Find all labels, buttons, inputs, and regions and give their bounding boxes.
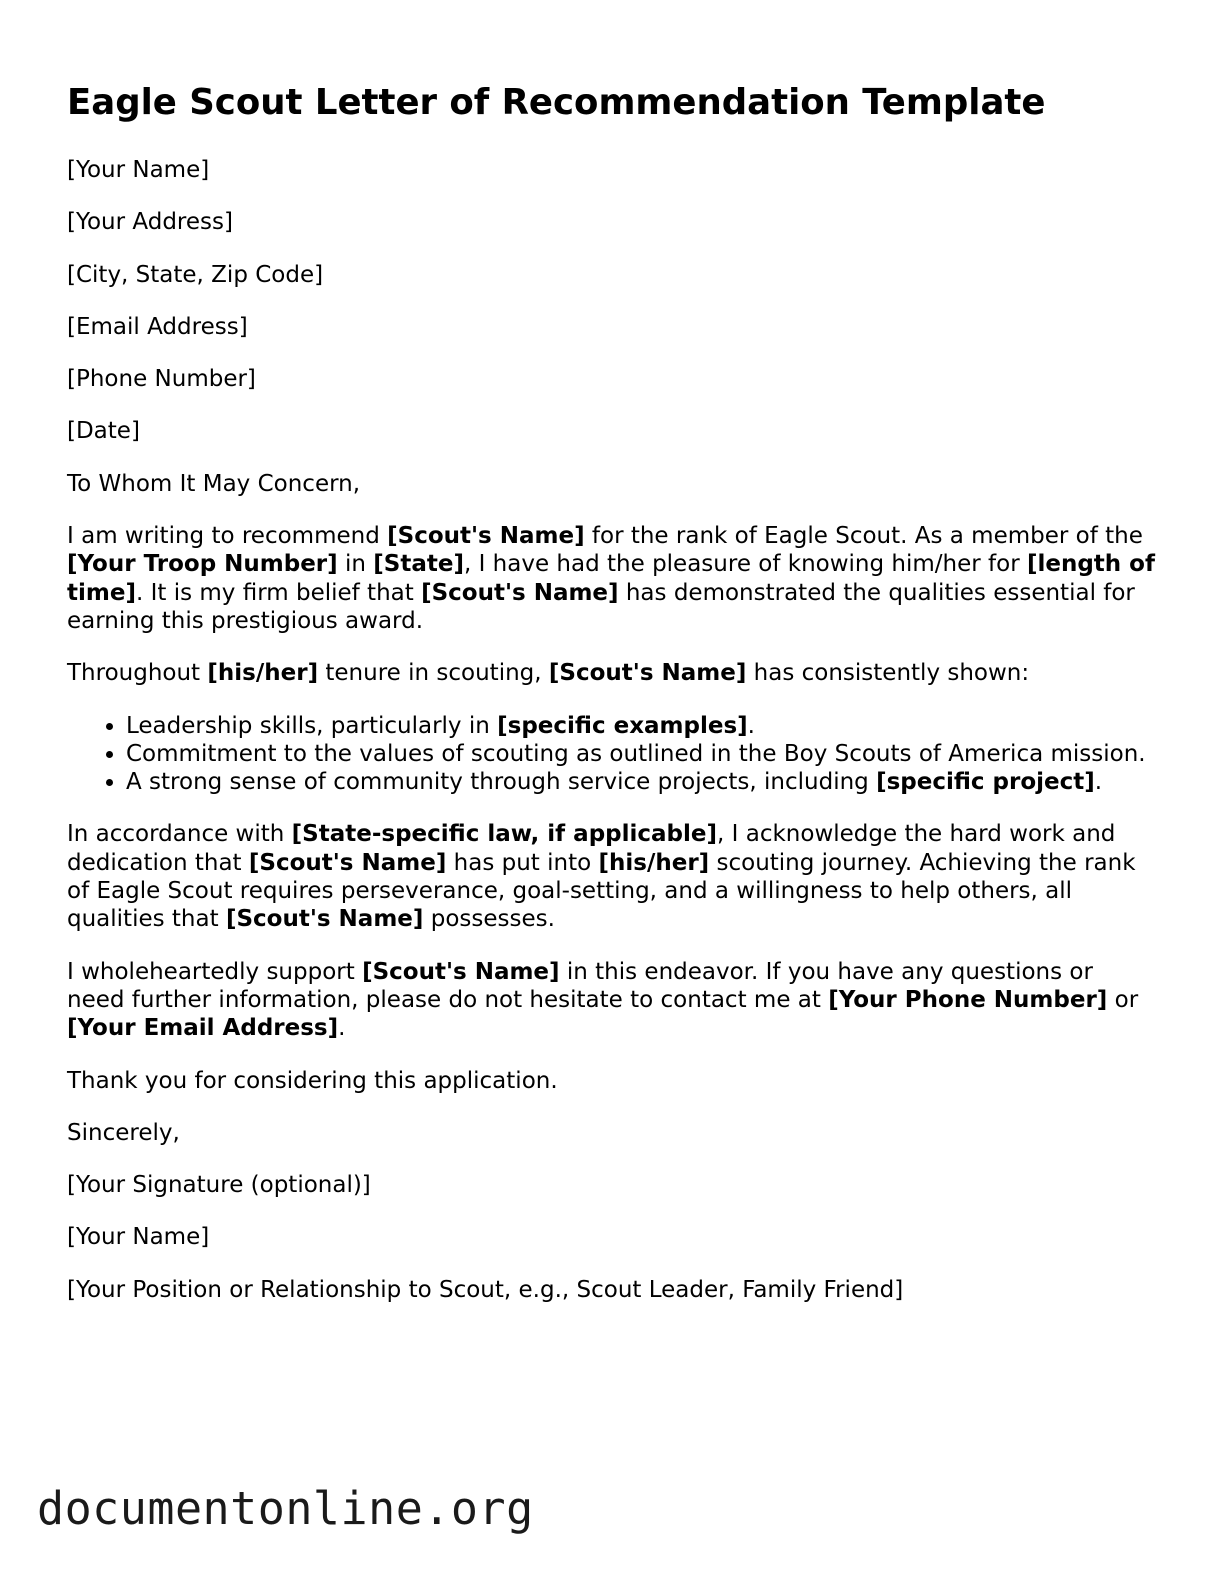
placeholder-scout-name: [Scout's Name] [362, 958, 560, 985]
text-run: tenure in scouting, [318, 660, 549, 687]
placeholder-scout-name: [Scout's Name] [248, 849, 447, 876]
signer-name: [Your Name] [67, 1224, 210, 1251]
signer-position: [Your Position or Relationship to Scout, e.g., Scout Leader, Family Friend] [67, 1276, 904, 1303]
text-run: . It is my firm belief that [135, 579, 422, 606]
sender-name: [Your Name] [67, 157, 210, 183]
placeholder-troop-number: [Your Troop Number] [67, 551, 338, 578]
text-run: . [1094, 769, 1103, 796]
paragraph-introduction [67, 522, 1157, 635]
placeholder-state-law: [State-specific law, if applicable] [291, 821, 718, 848]
text-run: for the rank of Eagle Scout. As a member of the [584, 523, 1143, 550]
text-run: has consistently shown: [746, 660, 1030, 687]
placeholder-specific-project: [specific project] [876, 769, 1095, 796]
closing: Sincerely, [67, 1119, 180, 1146]
text-run: has demonstrated the qualities essential for earning this prestigious award. [67, 579, 1135, 634]
text-run: has put into [446, 849, 599, 876]
sender-city-state-zip: [City, State, Zip Code] [67, 261, 324, 288]
text-run: I wholeheartedly support [67, 958, 363, 985]
text-run: Leadership skills, particularly in [126, 712, 498, 739]
text-run: possesses. [423, 906, 555, 933]
letter-date: [Date] [67, 418, 140, 445]
list-item [126, 740, 1157, 768]
placeholder-state: [State] [373, 551, 464, 578]
text-run: . [338, 1015, 346, 1042]
list-item [126, 768, 1157, 796]
qualities-list [67, 712, 1157, 797]
text-run: A strong sense of community through service projects, including [126, 769, 877, 796]
paragraph-acknowledgement [67, 820, 1157, 933]
list-item [126, 712, 1157, 740]
placeholder-length-of-time: [length of time] [67, 551, 1155, 606]
placeholder-email-address: [Your Email Address] [67, 1015, 339, 1042]
thanks-line: Thank you for considering this application. [67, 1067, 558, 1094]
placeholder-scout-name: [Scout's Name] [421, 579, 619, 606]
text-run: scouting journey. Achieving the rank of Eagle Scout requires perseverance, goal-setting, and a willingness to help others, all qualities that [67, 849, 1136, 933]
text-run: in this endeavor. If you have any questions or need further information, please do not hesitate to contact me at [67, 958, 1093, 1013]
sender-email: [Email Address] [67, 313, 248, 340]
text-run: In accordance with [67, 821, 292, 848]
text-run: I am writing to recommend [67, 523, 388, 550]
salutation: To Whom It May Concern, [67, 470, 361, 497]
placeholder-his-her: [his/her] [598, 849, 710, 876]
placeholder-scout-name: [Scout's Name] [387, 523, 585, 550]
letter-document [67, 80, 1157, 1328]
sender-phone: [Phone Number] [67, 366, 256, 393]
text-run: , I acknowledge the hard work and dedication that [67, 821, 1116, 876]
text-run: , I have had the pleasure of knowing him/her for [463, 551, 1027, 578]
paragraph-qualities-intro [67, 659, 1157, 687]
site-watermark: documentonline.org [37, 1482, 534, 1535]
text-run: . [747, 712, 755, 739]
placeholder-his-her: [his/her] [207, 660, 319, 687]
placeholder-phone-number: [Your Phone Number] [828, 986, 1108, 1013]
sender-address: [Your Address] [67, 209, 233, 236]
text-run: or [1107, 986, 1139, 1013]
placeholder-scout-name: [Scout's Name] [225, 906, 424, 933]
placeholder-scout-name: [Scout's Name] [548, 660, 747, 687]
text-run: Commitment to the values of scouting as outlined in the Boy Scouts of America mission. [126, 740, 1146, 767]
document-title: Eagle Scout Letter of Recommendation Template [67, 82, 1046, 123]
text-run: Throughout [67, 660, 208, 687]
text-run: in [337, 551, 374, 578]
placeholder-specific-examples: [specific examples] [497, 712, 748, 739]
signature-line: [Your Signature (optional)] [67, 1172, 371, 1199]
paragraph-support [67, 958, 1157, 1043]
